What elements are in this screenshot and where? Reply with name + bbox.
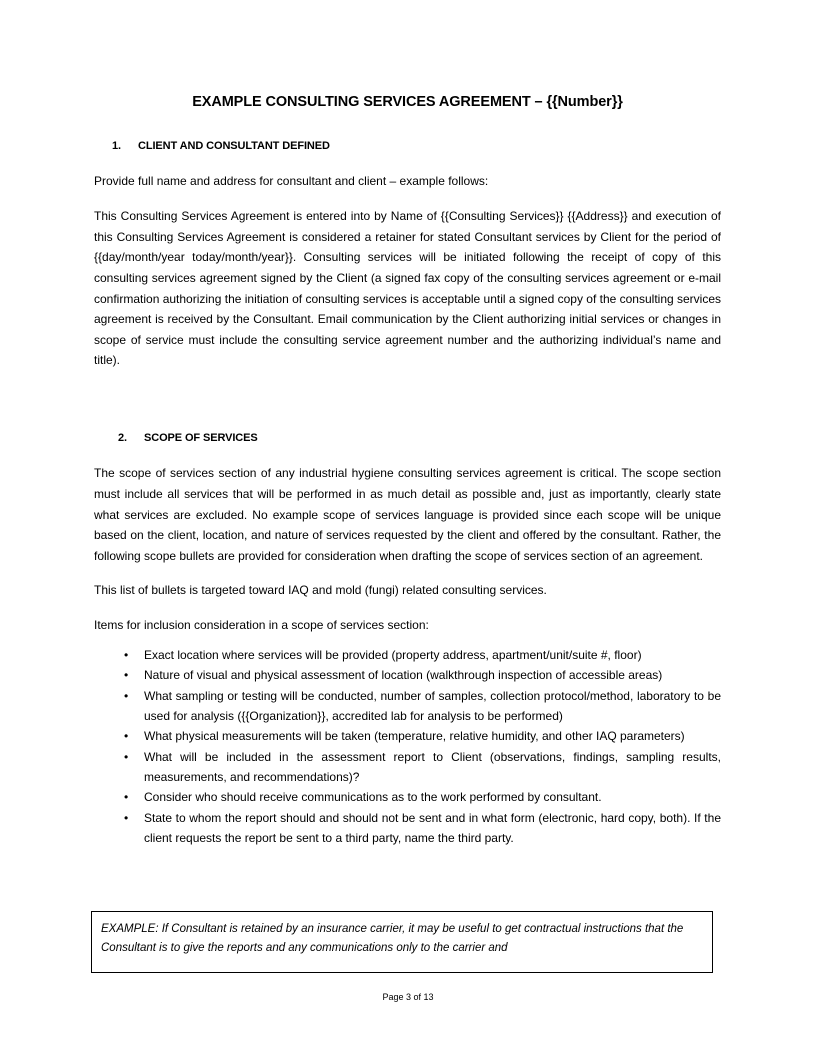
- page-footer: Page 3 of 13: [382, 992, 434, 1002]
- list-item: • What will be included in the assessment report to Client (observations, findings, sampling results, measurements, and recommendations)?: [94, 747, 721, 788]
- section-number-1: 1.: [112, 140, 121, 153]
- list-item: • Exact location where services will be provided (property address, apartment/unit/suite #, floor): [94, 645, 721, 665]
- section-title-2: SCOPE OF SERVICES: [144, 432, 258, 445]
- list-item: • Nature of visual and physical assessment of location (walkthrough inspection of accessible areas): [94, 665, 721, 685]
- section-title-1: CLIENT AND CONSULTANT DEFINED: [138, 140, 330, 153]
- section-number-2: 2.: [118, 432, 127, 445]
- list-item: • State to whom the report should and should not be sent and in what form (electronic, hard copy, both). If the client requests the report be sent to a third party, name the third party.: [94, 808, 721, 849]
- section-heading-2: [118, 431, 721, 445]
- section-heading-1: [112, 139, 721, 153]
- list-item: • What sampling or testing will be conducted, number of samples, collection protocol/method, laboratory to be used for analysis ({{Organization}}, accredited lab for analysis to be performed): [94, 686, 721, 727]
- example-callout-text: EXAMPLE: If Consultant is retained by an insurance carrier, it may be useful to get contractual instructions that the Consultant is to give the reports and any communications only to the carrier and: [101, 923, 684, 954]
- list-item: • Consider who should receive communications as to the work performed by consultant.: [94, 787, 721, 807]
- section-2-paragraph-2: This list of bullets is targeted toward IAQ and mold (fungi) related consulting services.: [94, 583, 547, 598]
- document-content: [94, 0, 721, 849]
- scope-bullet-list: [94, 645, 721, 849]
- section-2-paragraph-1: The scope of services section of any industrial hygiene consulting services agreement is critical. The scope section must include all services that will be performed in as much detail as possible and, just as importantly, clearly state what services are excluded. No example scope of services language is provided since each scope will be unique based on the client, location, and nature of services requested by the client and offered by the consultant. Rather, the following scope bullets are provided for consideration when drafting the scope of services section of an agreement.: [94, 466, 721, 563]
- page-title: EXAMPLE CONSULTING SERVICES AGREEMENT – {{Number}}: [192, 94, 623, 110]
- section-1-intro: Provide full name and address for consultant and client – example follows:: [94, 174, 489, 189]
- list-item: • What physical measurements will be taken (temperature, relative humidity, and other IAQ parameters): [94, 726, 721, 746]
- example-callout-box: [91, 911, 713, 973]
- section-2-paragraph-3: Items for inclusion consideration in a scope of services section:: [94, 618, 429, 633]
- section-1-paragraph: This Consulting Services Agreement is entered into by Name of {{Consulting Services}} {{Address}} and execution of this Consulting Services Agreement is considered a retainer for stated Consultant services by Client for the period of {{day/month/year today/month/year}}. Consulting services will be initiated following the receipt of copy of this consulting services agreement signed by the Client (a signed fax copy of the consulting services agreement or e-mail confirmation authorizing the initiation of consulting services is acceptable until a signed copy of the consulting services agreement is received by the Consultant. Email communication by the Client authorizing initial services or changes in scope of service must include the consulting service agreement number and the authorizing individual’s name and title).: [94, 209, 722, 368]
